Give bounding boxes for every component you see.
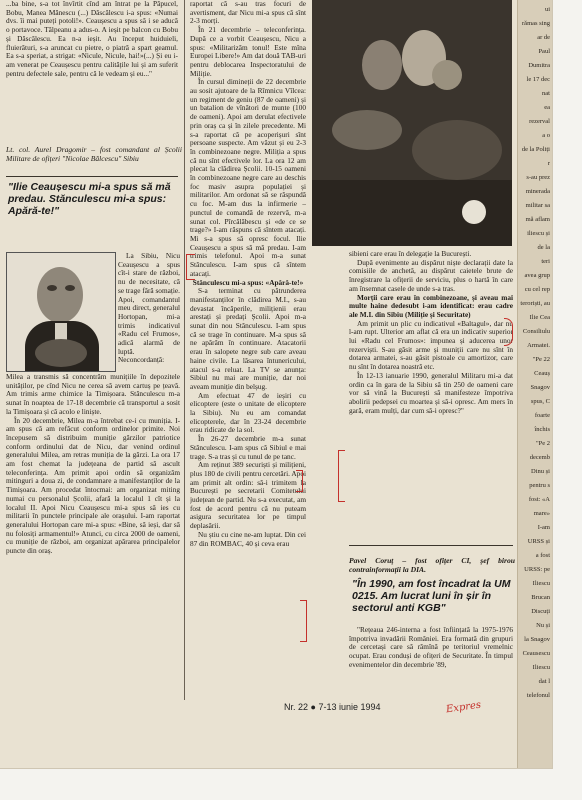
adjacent-page-line: fost: «A — [528, 496, 550, 503]
adjacent-page-line: URSS și — [527, 538, 550, 545]
red-bracket-mark — [504, 318, 513, 346]
adjacent-page-line: la Snagov — [524, 636, 550, 643]
adjacent-page-line: de la Poliți — [521, 146, 550, 153]
top-left-paragraph: ...ba bine, s-a tot învîrtit cînd am întrat pe la Păpucel, Bobu, Manea Mănescu (...) Dăscălescu i-a spus: «Numai dvs. îi mai puteți potoli!». Ceaușescu a spus să i se aducă o portavoce. Tălpeanu a adus-o. A ieșit pe balcon cu Bobu și Dăscălescu. Ea n-a ieșit. Au început huiduieli, fluierături, s-a aruncat cu pietre, o piatră a spart geamul. Ea s-a speriat, a strigat: «Nicule, Nicule, hai!»(...) Și eu i-am venerat pe Ceaușescu pentru calitățile lui și am suferit pentru defectele sale, pentru că le vedeam și eu..." — [6, 0, 178, 78]
adjacent-page-line: s-au prez — [526, 174, 550, 181]
adjacent-page-line: URSS: pe — [524, 566, 550, 573]
col3-bottom: "Rețeaua 246-interna a fost înființată la 1975-1976 împotriva invadării României. Era formată din grupuri de cercetași care să rămînă pe teritoriul vremelnic ocupat. Erau conduși de ofițeri de Securitate. În timpul evenimentelor din decembrie '89, — [349, 626, 513, 669]
adjacent-page-line: de la — [537, 244, 550, 251]
adjacent-page-line: pentru s — [529, 482, 550, 489]
red-bracket-mark — [296, 470, 303, 492]
adjacent-page-line: Iliescu — [532, 664, 550, 671]
issue-footer: Nr. 22 ● 7-13 iunie 1994 — [284, 702, 381, 712]
headline-dragomir: "Ilie Ceaușescu mi-a spus să mă predau. Stănculescu mi-a spus: Apără-te!" — [8, 181, 171, 217]
col1-body: Milea a transmis să concentrăm munițiile în depozitele unităților, pe cînd Nicu ne cerea să avem cartuș pe țeavă. Am trimis arme chimice la Timișoara. Stănculescu m-a sunat în noaptea de 17-18 decembrie că transportul a sosit la Timișoara și că acolo e liniște. În 20 decembrie, Milea m-a întrebat ce-i cu muniția. I-am spus că am refăcut conform ordinelor primite. Noi începusem să distribuim muniție gărzilor patriotice conform ordinului dat de Nicu, dar venind ordinul generalului Milea, am retras muniția de la gărzi. La ora 17 am fost chemat la județeana de partid să ascult teleconferința. Am primit apoi ordin să organizăm mitinguri a doua zi, de condamnare a manifestanților de la Timișoara. Am procedat întocmai: am organizat miting numai cu personalul Școlii, afară la localul 1 cît și la localul II. Apoi Nicu Ceaușescu mi-a spus să ies cu militarii în punctele principale ale orașului. I-am raportat generalului Hortopan care mi-a spus: «Bine, să ieși, dar să nu folosiți armamentul!» Atunci, cu circa 2000 de oameni, cu muniție de război, am organizat apărarea principalelor puncte din oraș. — [6, 373, 180, 556]
adjacent-page-line: militar sa — [525, 202, 550, 209]
byline-dragomir: Lt. col. Aurel Dragomir – fost comandant al Școlii Militare de ofițeri "Nicolae Bălcescu" Sibiu — [6, 145, 182, 163]
red-bracket-mark — [338, 450, 345, 502]
adjacent-page-line: mă aflam — [525, 216, 550, 223]
adjacent-page-line: ui — [544, 6, 550, 13]
adjacent-page-line: telefonul — [526, 692, 550, 699]
adjacent-page-line: ar de — [537, 34, 550, 41]
divider — [349, 545, 513, 546]
adjacent-page-line: le 17 dec — [526, 76, 550, 83]
adjacent-page-line: teroriști, au — [520, 300, 550, 307]
adjacent-page-line: Iliescu — [532, 580, 550, 587]
adjacent-page-strip — [517, 0, 552, 768]
byline-corut: Pavel Coruț – fost ofițer CI, șef birou contrainformații la DIA. — [349, 556, 515, 574]
group-photo — [312, 0, 512, 246]
adjacent-page-line: închis — [534, 426, 550, 433]
col1-wrap-text: La Sibiu, Nicu Ceaușescu a spus cît-i stare de război, nu de necesitate, că se trage fără somație. Apoi, comandantul meu direct, generalul Hortopan, mi-a trimis indicativul «Radu cel Frumos», adică alarmă de luptă. Neconcordanță: — [118, 252, 180, 365]
adjacent-page-line: dat l — [538, 678, 550, 685]
adjacent-page-line: Ceauș — [534, 370, 550, 377]
adjacent-page-line: Dinu și — [531, 468, 550, 475]
divider — [6, 176, 178, 177]
adjacent-page-line: Brucan — [531, 594, 550, 601]
adjacent-page-line: Paul — [538, 48, 550, 55]
red-bracket-mark — [300, 600, 307, 642]
adjacent-page-line: nat — [542, 90, 550, 97]
adjacent-page-line: cu cel rep — [524, 286, 550, 293]
adjacent-page-line: "Pe 2 — [535, 440, 550, 447]
adjacent-page-line: Snagov — [530, 384, 550, 391]
adjacent-page-line: rămas sing — [522, 20, 550, 27]
column-divider — [184, 0, 185, 700]
adjacent-page-line: I-am — [537, 524, 550, 531]
adjacent-page-line: Nu și — [536, 622, 550, 629]
handwritten-note: Expres — [445, 699, 482, 716]
adjacent-page-line: spus, C — [530, 398, 550, 405]
red-bracket-mark — [186, 254, 195, 280]
portrait-photo — [6, 252, 116, 372]
top-left-text — [6, 0, 178, 134]
adjacent-page-line: a fost — [535, 552, 550, 559]
headline-corut: "În 1990, am fost încadrat la UM 0215. Am lucrat luni în șir în sectorul anti KGB" — [352, 578, 511, 614]
adjacent-page-line: "Pe 22 — [532, 356, 550, 363]
adjacent-page-line: mare» — [533, 510, 550, 517]
adjacent-page-line: teri — [541, 258, 550, 265]
adjacent-page-line: foarte — [534, 412, 550, 419]
adjacent-page-line: Ilie Cea — [529, 314, 550, 321]
adjacent-page-line: iliescu și — [527, 230, 550, 237]
adjacent-page-line: a o — [542, 132, 550, 139]
adjacent-page-line: Discuți — [531, 608, 550, 615]
adjacent-page-line: decemb — [529, 454, 550, 461]
adjacent-page-line: Dumitra — [528, 62, 550, 69]
adjacent-page-line: r — [547, 160, 550, 167]
col2-body: raportat că s-au tras focuri de avertisment, dar Nicu mi-a spus că sînt 2-3 morți. În 21 decembrie – teleconferința. După ce a vorbit Ceaușescu, Nicu a spus: «Militarizăm tonul! Este mîna Europei Libere!» Am dat două TAB-uri pentru deblocarea Inspectoratului de Miliție. În cursul dimineții de 22 decembrie au sosit ajutoare de la Rîmnicu Vîlcea: un regiment de geniu (87 de oameni) și un batalion de vînători de munte (100 de oameni). Apoi am derulat efectivele prin oraș ca și în zilele precedente. Mi s-a raportat că pe acoperișuri sînt persoane suspecte. Am văzut și eu 2-3 în combinezoane negre. Miliția a spus că nu sînt efectivele lor. La ora 12 am plecat la clădirea Școlii. 10-15 oameni în combinezoane negre care au deschis foc masiv asupra populației și militarilor. Am ordonat să se răspundă cu foc. M-am dus la infirmerie – punctul de comandă de rezervă, m-a sunat col. Pîrcălăbescu și «de ce se trage?» I-am răspuns că sîntem atacați. Mi s-a spus să opresc focul. Ilie Ceaușescu a spus să mă predau. I-am trimis telefonul. Apoi m-a sunat Stănculescu. I-am spus că sîntem atacați. Stănculescu mi-a spus: «Apără-te!» S-a terminat cu pătrunderea manifestanților în clădirea M.I., s-au devastat încăperile, milițienii erau arestați și predați Școlii. Apoi m-a sunat din nou Stănculescu. I-am spus că se trage în continuare. M-a spus să ne apărăm în continuare. Atacatorii erau în salopete negre sub care aveau haine civile. La lăsarea întunericului, atacul s-a reluat. La TV se anunța: Sibiul nu mai are muniție, dar noi aveam muniție din belșug. Am efectuat 47 de ieșiri cu elicoptere (este o unitate de elicoptere la Sibiu). Nu eu am comandat elicopterele, dar în 23-24 decembrie erau ridicate de la sol. În 26-27 decembrie m-a sunat Stănculescu. I-am spus că Sibiul e mai trage. S-a tras și cu tunul de pe tanc. Am reținut 389 securiști și milițieni, plus 180 de civili pentru cercetări. Apoi am primit alt ordin: să-i trimitem la București pe secretarii Comitetului județean de partid. Nu s-a executat, am fost de acord pentru că nu puteam asigura securitatea lor pe timpul deplasării. Nu știu cu cine ne-am luptat. Din cei 87 din ROMBAC, 40 și ceva erau — [190, 0, 306, 548]
adjacent-page-line: Consiliulu — [522, 328, 550, 335]
adjacent-page-line: ea — [544, 104, 550, 111]
adjacent-page-line: rezerval — [529, 118, 550, 125]
adjacent-page-line: avea grup — [524, 272, 550, 279]
col3-body: sibieni care erau în delegație la București. După evenimente au dispărut niște declarații date la comisiile de anchetă, au dispărut caietele brute de înregistrare la ofițerii de serviciu, plus o hartă în care am însemnat casele de unde s-a tras. Morții care erau în combinezoane, și aveau mai multe haine dedesubt i-am identificat: erau cadre ale M.I. din Sibiu (Miliție și Securitate) Am primit un plic cu indicativul «Baltagul», dar nu l-am rupt. Ulterior am aflat că era un indicativ superior lui «Radu cel Frumos»: impunea și aducerea unor rezerviști. S-au găsit arme și muniții care nu sînt în dotarea armatei, s-au găsit pistoale cu amortizor, care nu sînt în dotarea noastră etc. În 12-13 ianuarie 1990, generalul Militaru mi-a dat ordin ca în gara de la Sibiu să tin 250 de oameni care vor să vină la București să manifesteze împotriva abolirii pedepsei cu moartea și să-i opresc. Am mers în gară, eram mulți, dar cum să-i opresc?" — [349, 250, 513, 415]
adjacent-page-line: Ceausescu — [522, 650, 550, 657]
adjacent-page-line: minerada — [525, 188, 550, 195]
adjacent-page-line: Armatei. — [527, 342, 550, 349]
